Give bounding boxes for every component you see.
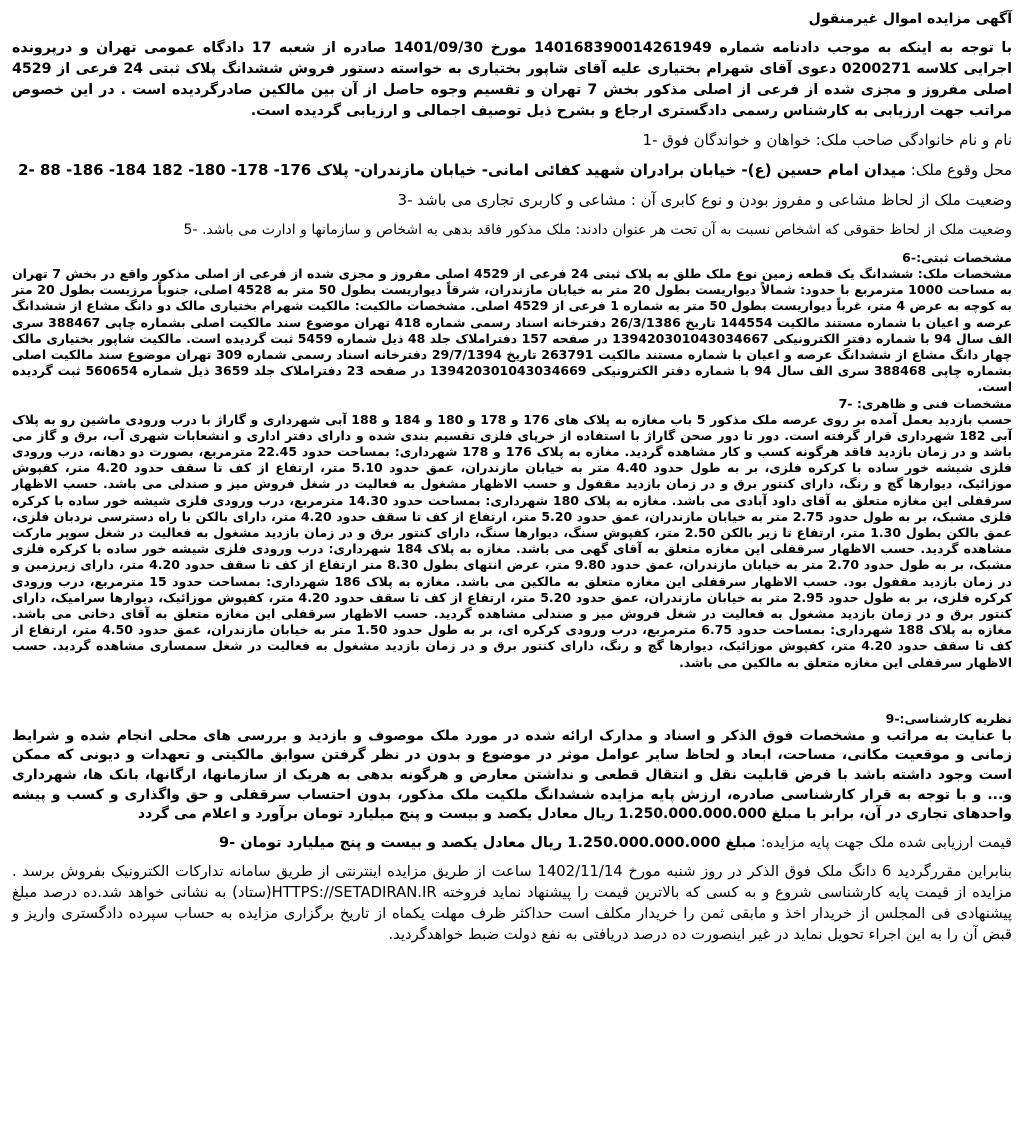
technical-heading: مشخصات فنی و ظاهری: -7 (838, 395, 1012, 411)
intro-paragraph: با توجه به اینکه به موجب دادنامه شماره 140168390014261949 مورخ 1401/09/30 صادره از شعبه 17 دادگاه عمومی تهران و درپرونده اجرایی کلاسه 0200271 دعوی آقای شهرام بختیاری علیه آقای شاپور بختیاری به خواسته دستور فروش ششدانگ پلاک ثبتی 24 فرعی از 4529 اصلی مفروز و مجزی شده از فرعی از اصلی مذکور بخش 7 تهران و تقسیم وجوه حاصل از آن بین مالکین صادرگردیده است . در این خصوص مراتب جهت ارزیابی به کارشناس رسمی دادگستری ارجاع و بشرح ذیل توصیف اجمالی و ارزیابی گردیده است. (12, 40, 1013, 119)
technical-body: حسب بازدید بعمل آمده بر روی عرصه ملک مذکور 5 باب مغازه به پلاک های 176 و 178 و 180 و 184 و 188 آبی شهرداری و گاراژ با درب ورودی ماشین رو به پلاک آبی 182 شهرداری قرار گرفته است. دور تا دور صحن گاراژ با استفاده از خرپای فلزی تقسیم بندی شده و دارای دفتر اداری و انشعابات شهری آب، برق و گاز می باشد و در زمان بازدید فاقد هرگونه کسب و کار مشاهده گردید. مغازه به پلاک 176 و 178 شهرداری: بمساحت حدود 22.45 مترمربع، بصورت دو دهانه، درب ورودی فلزی شیشه خور ساده با کرکره فلزی، بر به طول حدود 4.40 متر به خیابان مازندران، عمق حدود 5.10 متر، ارتفاع از کف تا سقف حدود 4.20 متر، کفپوش موزائیک، دیوارها گچ و رنگ، دارای کنتور برق و در زمان بازدید مقفول و حسب الاظهار مشغول به فعالیت در شغل فروش میز و صندلی می باشد. حسب الاظهار سرقفلی این مغازه متعلق به آقای داود آبادی می باشد. مغازه به پلاک 180 شهرداری: بمساحت حدود 14.30 مترمربع، درب ورودی فلزی شیشه خور ساده با کرکره فلزی مشبک، بر به طول حدود 2.75 متر به خیابان مازندران، عمق حدود 5.20 متر، ارتفاع از کف تا سقف حدود 4.20 متر، دارای بالکن با راه دسترسی نردبان فلزی، عمق بالکن بطول 1.30 متر، ارتفاع تا زیر بالکن 2.50 متر، کفپوش سنگ، دیوارها سنگ، دارای کنتور برق و در زمان بازدید مشغول به فعالیت در شغل سوپر مارکت مشاهده گردید. حسب الاظهار سرقفلی این مغازه متعلق به آقای گهی می باشد. مغازه به پلاک 184 شهرداری: درب ورودی فلزی شیشه خور ساده با کرکره فلزی مشبک، بر به طول حدود 2.70 متر به خیابان مازندران، عمق حدود 9.80 متر، عرض انتهای بطول 8.30 متر ارتفاع از کف تا سقف حدود 4.20 متر، دارای زیرزمین و در زمان بازدید مقفول بود. حسب الاظهار سرقفلی این مغازه متعلق به مالکین می باشد. مغازه به پلاک 186 شهرداری: بمساحت حدود 15 مترمربع، درب ورودی کرکره فلزی، بر به طول حدود 2.95 متر به خیابان مازندران، عمق حدود 5.20 متر، ارتفاع از کف تا سقف حدود 4.20 متر، کفپوش موزائیک، دیوارها سرامیک، دارای کنتور برق و در زمان بازدید مشغول به فعالیت در شغل فروش میز و صندلی مشاهده گردید. حسب الاظهار سرقفلی این مغازه متعلق به آقای دخانی می باشد. مغازه به پلاک 188 شهرداری: بمساحت حدود 6.75 مترمربع، درب ورودی کرکره ای، بر به طول حدود 1.50 متر به خیابان مازندران، عمق حدود 4.50 متر، ارتفاع از کف تا سقف حدود 4.20 متر، کفپوش موزائیک، دیوارها گچ و رنگ، دارای کنتور برق و در زمان بازدید مشغول به فعالیت در شغل سمساری مشاهده گردید. حسب الاظهار سرقفلی این مغازه متعلق به مالکین می باشد. (12, 411, 1013, 670)
location-item (12, 160, 1012, 180)
ownership-status-item: وضعیت ملک از لحاظ مشاعی و مفروز بودن و نوع کابری آن : مشاعی و کاربری تجاری می باشد -3 (397, 191, 1012, 209)
registration-heading: مشخصات ثبتی:-6 (902, 250, 1012, 265)
registration-body: مشخصات ملک: ششدانگ یک قطعه زمین نوع ملک طلق به پلاک ثبتی 24 فرعی از 4529 اصلی مفروز و مجزی شده از فرعی از اصلی مذکور واقع در بخش 7 تهران به مساحت 1000 مترمربع با حدود: شمالاً دیواریست بطول 20 متر به خیابان مازندران، شرقاً دیواریست بطول 50 متر به 4528 اصلی، جنوباً مرزیست بطول 20 متر به کوچه به عرض 4 متر، غرباً دیواریست بطول 50 متر به شماره 1 فرعی از 4529 اصلی. مشخصات مالکیت: مالکیت شهرام بختیاری مالک دو دانگ مشاع از ششدانگ عرصه و اعیان با شماره مستند مالکیت 144554 تاریخ 26/3/1386 دفترخانه اسناد رسمی شماره 418 تهران موضوع سند مالکیت اصلی بشماره چاپی 388467 سری الف سال 94 با شماره دفتر الکترونیکی 139420301043034667 در صفحه 157 دفتراملاک جلد 48 ذیل شماره 5459 ثبت گردیده است. مالکیت شاپور بختیاری مالک چهار دانگ مشاع از ششدانگ عرصه و اعیان با شماره مستند مالکیت 263791 تاریخ 29/7/1394 دفترخانه اسناد رسمی شماره 309 تهران موضوع سند مالکیت اصلی بشماره چاپی 388468 سری الف سال 94 با شماره دفتر الکترونیکی 139420301043034669 در صفحه 23 دفتراملاک جلد 3659 ذیل شماره 560654 ثبت گردیده است. (12, 266, 1013, 395)
spacer (12, 671, 1012, 711)
location-label: محل وقوع ملک: (906, 161, 1012, 179)
owner-item: نام و نام خانوادگی صاحب ملک: خواهان و خواندگان فوق -1 (642, 131, 1012, 149)
notice-title: آگهی مزایده اموال غیرمنقول (808, 11, 1012, 27)
legal-status-item: وضعیت ملک از لحاظ حقوقی که اشخاص نسبت به آن تحت هر عنوان دادند: ملک مذکور فاقد بدهی به اشخاص و سازمانها و ادارت می باشد. -5 (183, 222, 1012, 238)
expert-opinion-heading: نظریه کارشناسی:-9 (885, 710, 1012, 726)
base-price-label: قیمت ارزیابی شده ملک جهت پایه مزایده: (756, 834, 1012, 851)
base-price-line (12, 831, 1012, 855)
location-value: میدان امام حسین (ع)- خیابان برادران شهید کفائی امانی- خیابان مازندران- پلاک 176- 178- 180- 182 184- 186- 88 -2 (18, 161, 907, 179)
auction-terms-paragraph: بنابراین مقررگردید 6 دانگ ملک فوق الذکر در روز شنبه مورخ 1402/11/14 ساعت از طریق مزایده اینترنتی از طریق سامانه تدارکات الکترونیک بفروش برسد . مزایده از قیمت پایه کارشناسی شروع و به کسی که بالاترین قیمت را پیشنهاد نماید فروخته HTTPS://SETADIRAN.IR(ستاد) به نشانی خواهد شد.ده درصد مبلغ پیشنهادی فی المجلس از خریدار اخذ و مابقی ثمن را خریدار مکلف است حداکثر ظرف مهلت یکماه از تاریخ برگزاری مزایده به حساب سپرده دادگستری واریز و قبض آن را به این اجراء تحویل نماید در غیر اینصورت ده درصد دریافتی به نفع دولت ضبط خواهدگردید. (12, 862, 1012, 943)
base-price-value: مبلغ 1.250.000.000.000 ریال معادل یکصد و بیست و پنج میلیارد تومان -9 (219, 834, 757, 851)
expert-opinion-body: با عنایت به مراتب و مشخصات فوق الذکر و اسناد و مدارک ارائه شده در مورد ملک موصوف و بازدید و بررسی های محلی انجام شده و شرایط زمانی و موقعیت مکانی، مساحت، ابعاد و لحاظ سایر عوامل موثر در موضوع و بدون در نظر گرفتن سوابق مالکیتی و تعهدات و دیونی که ممکن است وجود داشته باشد با فرض قابلیت نقل و انتقال قطعی و نداشتن معارض و هرگونه بدهی به هریک از سازمانها، ارگانها، بانک ها، شهرداری و... و با توجه به قرار کارشناسی صادره، ارزش پایه مزایده ششدانگ ملکیت ملک مذکور، بدون احتساب سرقفلی و حق واگذاری و کسب و پیشه واحدهای تجاری در آن، برابر با مبلغ 1.250.000.000.000 ریال معادل یکصد و بیست و پنج میلیارد تومان برآورد و اعلام می گردد (12, 727, 1012, 823)
auction-notice (12, 0, 1012, 945)
